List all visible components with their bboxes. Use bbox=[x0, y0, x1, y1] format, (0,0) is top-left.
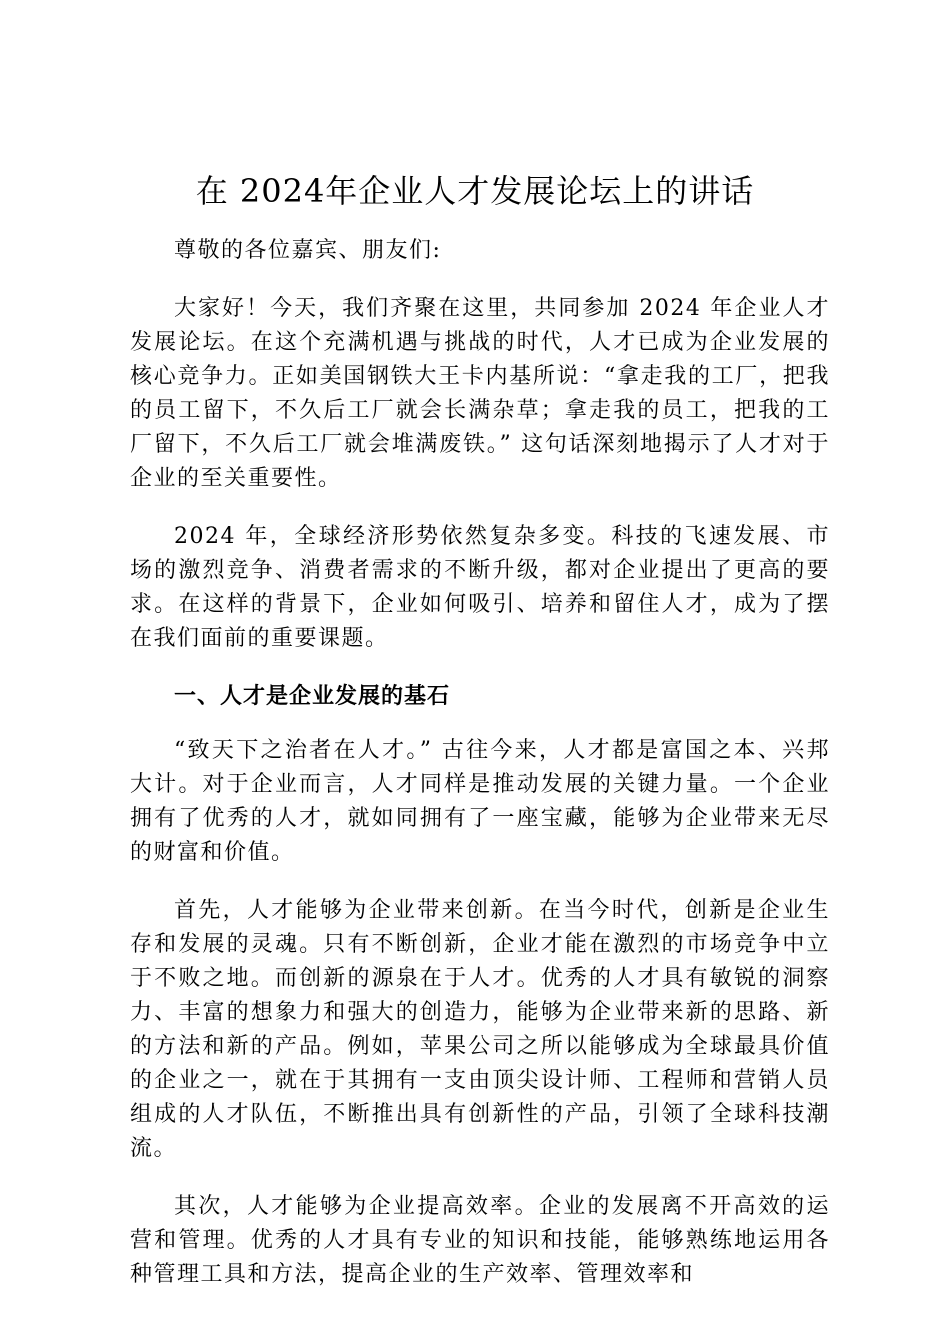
document-body bbox=[130, 234, 830, 1316]
section-paragraph-1: “致天下之治者在人才。” 古往今来，人才都是富国之本、兴邦大计。对于企业而言，人才同样是推动发展的关键力量。一个企业拥有了优秀的人才，就如同拥有了一座宝藏，能够为企业带来无尽的财富和价值。 bbox=[130, 738, 830, 865]
intro-paragraph-1: 大家好！今天，我们齐聚在这里，共同参加 2024 年企业人才发展论坛。在这个充满机遇与挑战的时代，人才已成为企业发展的核心竞争力。正如美国钢铁大王卡内基所说：“拿走我的工厂，把我的员工留下，不久后工厂就会长满杂草；拿走我的员工，把我的工厂留下，不久后工厂就会堆满废铁。” 这句话深刻地揭示了人才对于企业的至关重要性。 bbox=[130, 296, 830, 491]
greeting-paragraph: 尊敬的各位嘉宾、朋友们: bbox=[174, 238, 442, 263]
intro-paragraph-2: 2024 年，全球经济形势依然复杂多变。科技的飞速发展、市场的激烈竞争、消费者需求的不断升级，都对企业提出了更高的要求。在这样的背景下，企业如何吸引、培养和留住人才，成为了摆在我们面前的重要课题。 bbox=[130, 524, 830, 651]
section-paragraph-2: 首先，人才能够为企业带来创新。在当今时代，创新是企业生存和发展的灵魂。只有不断创新，企业才能在激烈的市场竞争中立于不败之地。而创新的源泉在于人才。优秀的人才具有敏锐的洞察力、丰富的想象力和强大的创造力，能够为企业带来新的思路、新的方法和新的产品。例如，苹果公司之所以能够成为全球最具价值的企业之一，就在于其拥有一支由顶尖设计师、工程师和营销人员组成的人才队伍，不断推出具有创新性的产品，引领了全球科技潮流。 bbox=[130, 898, 830, 1161]
section-heading: 一、人才是企业发展的基石 bbox=[174, 684, 451, 709]
section-paragraph-3: 其次，人才能够为企业提高效率。企业的发展离不开高效的运营和管理。优秀的人才具有专业的知识和技能，能够熟练地运用各种管理工具和方法，提高企业的生产效率、管理效率和 bbox=[130, 1194, 830, 1287]
document-title: 在 2024年企业人才发展论坛上的讲话 bbox=[195, 172, 755, 210]
